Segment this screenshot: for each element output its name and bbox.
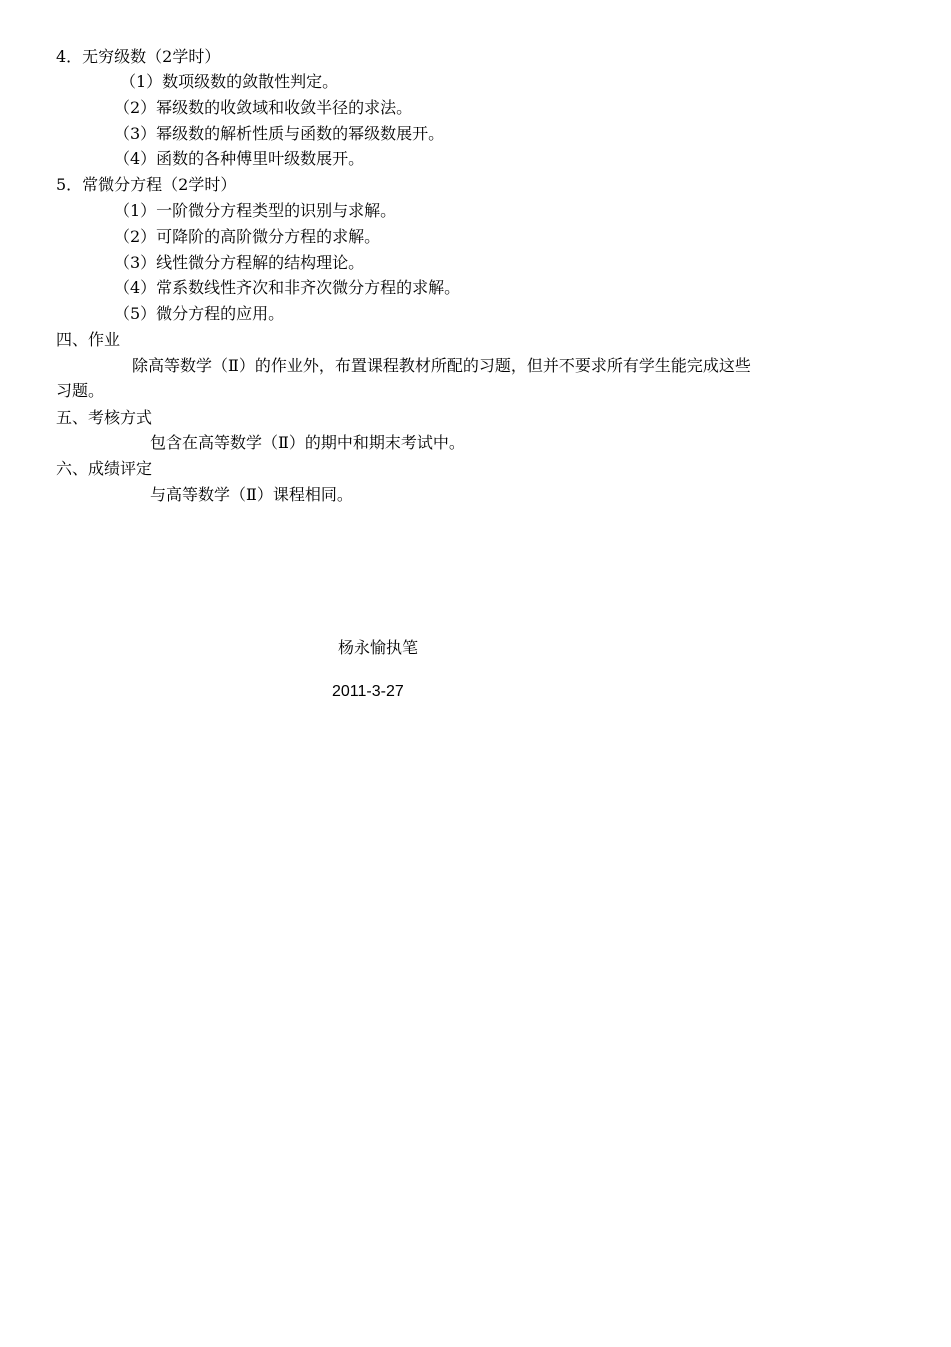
section-4-item-2: （2）幂级数的收敛域和收敛半径的求法。 (114, 98, 413, 117)
section-5-heading: 5．常微分方程（2学时） (56, 175, 237, 194)
grading-heading: 六、成绩评定 (56, 459, 153, 478)
section-4-heading: 4．无穷级数（2学时） (56, 47, 221, 66)
homework-text-line-2: 习题。 (56, 381, 105, 400)
section-4-item-1: （1）数项级数的敛散性判定。 (120, 72, 339, 91)
grading-text: 与高等数学（Ⅱ）课程相同。 (150, 485, 353, 504)
section-5-item-4: （4）常系数线性齐次和非齐次微分方程的求解。 (114, 278, 461, 297)
section-5-item-5: （5）微分方程的应用。 (114, 304, 285, 323)
assessment-text: 包含在高等数学（Ⅱ）的期中和期末考试中。 (150, 433, 465, 452)
section-4-item-3: （3）幂级数的解析性质与函数的幂级数展开。 (114, 124, 445, 143)
homework-text-line-1: 除高等数学（Ⅱ）的作业外，布置课程教材所配的习题，但并不要求所有学生能完成这些 (132, 356, 751, 375)
section-5-item-2: （2）可降阶的高阶微分方程的求解。 (114, 227, 381, 246)
section-4-item-4: （4）函数的各种傅里叶级数展开。 (114, 149, 365, 168)
signature-date: 2011-3-27 (332, 683, 404, 700)
signature-author: 杨永愉执笔 (338, 638, 419, 657)
homework-heading: 四、作业 (56, 330, 121, 349)
section-5-item-3: （3）线性微分方程解的结构理论。 (114, 253, 365, 272)
section-5-item-1: （1）一阶微分方程类型的识别与求解。 (114, 201, 397, 220)
assessment-heading: 五、考核方式 (56, 408, 153, 427)
